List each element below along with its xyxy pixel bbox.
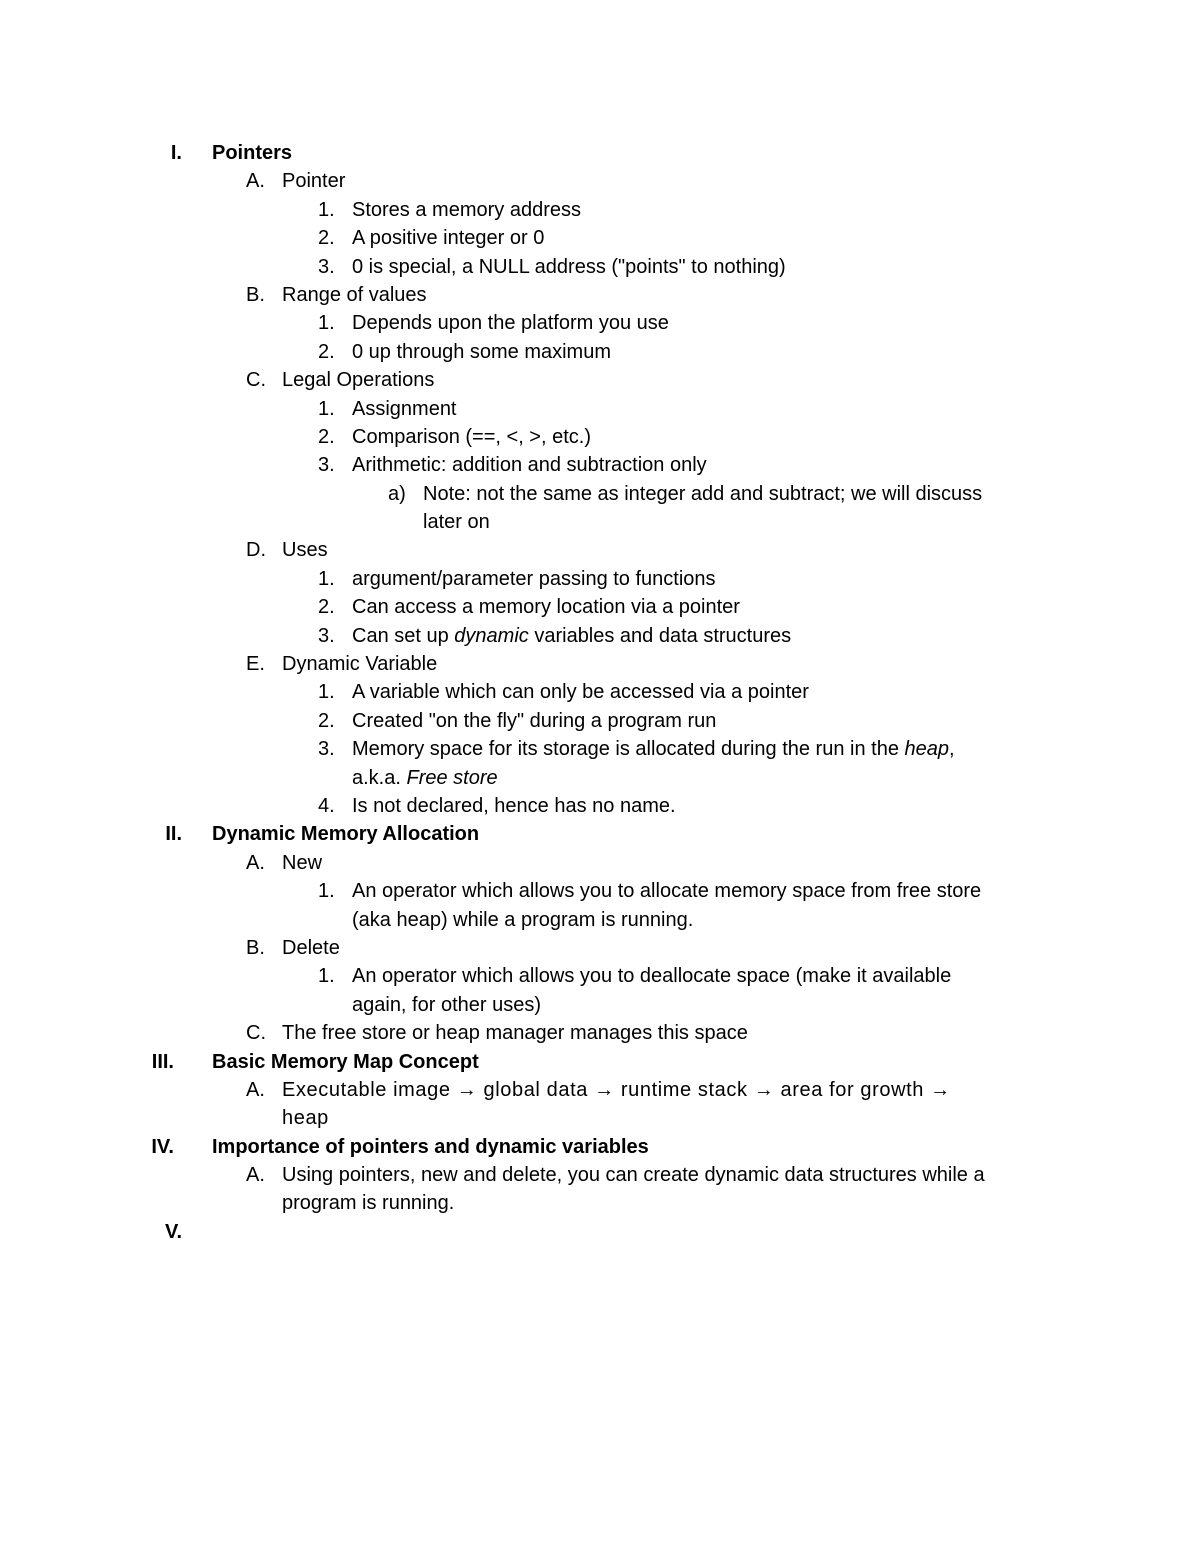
document-page: [0, 139, 1200, 1246]
item-text: A positive integer or 0: [352, 227, 545, 250]
item-text: Comparison (==, <, >, etc.): [352, 425, 591, 448]
section-number: II.: [165, 823, 182, 846]
list-item: [0, 877, 1200, 905]
subsection-heading: [0, 536, 1200, 564]
section-heading: [0, 1218, 1200, 1246]
item-number: 2.: [318, 340, 335, 363]
subsection-continuation: [0, 1104, 1200, 1132]
subsection-letter: C.: [246, 1022, 266, 1045]
subsection-title: Executable image → global data → runtime stack → area for growth →: [282, 1078, 951, 1101]
subsection-heading: [0, 167, 1200, 195]
subsection-letter: C.: [246, 369, 266, 392]
item-text: Arithmetic: addition and subtraction only: [352, 454, 707, 477]
subsection-title: Legal Operations: [282, 369, 435, 392]
subsection-heading: [0, 281, 1200, 309]
subsection-letter: B.: [246, 936, 265, 959]
subsection-heading: [0, 1161, 1200, 1189]
section-number: IV.: [151, 1135, 174, 1158]
item-text: An operator which allows you to allocate memory space from free store: [352, 880, 982, 903]
item-text: Created "on the fly" during a program run: [352, 709, 717, 732]
section-heading: [0, 1133, 1200, 1161]
item-text-pre: a.k.a.: [352, 766, 407, 789]
subsection-heading: [0, 650, 1200, 678]
subsection-title: program is running.: [282, 1192, 455, 1215]
subsection-letter: A.: [246, 1164, 265, 1187]
item-text: Assignment: [352, 397, 457, 420]
item-number: 1.: [318, 198, 335, 221]
item-text: 0 is special, a NULL address ("points" to nothing): [352, 255, 786, 278]
item-number: 1.: [318, 567, 335, 590]
item-text-pre: Memory space for its storage is allocated during the run in the: [352, 738, 905, 761]
list-item: [0, 565, 1200, 593]
item-number: 1.: [318, 880, 335, 903]
item-text: argument/parameter passing to functions: [352, 567, 716, 590]
subsection-letter: E.: [246, 653, 265, 676]
section-title: Dynamic Memory Allocation: [212, 823, 480, 846]
list-item: [0, 792, 1200, 820]
list-item: [0, 678, 1200, 706]
subsection-letter: A.: [246, 851, 265, 874]
subsection-heading: [0, 934, 1200, 962]
item-text: Is not declared, hence has no name.: [352, 794, 676, 817]
subsection-heading: [0, 366, 1200, 394]
list-item-continuation: [0, 764, 1200, 792]
item-text: A variable which can only be accessed via a pointer: [352, 681, 809, 704]
item-text-pre: Can set up: [352, 624, 455, 647]
item-text: Stores a memory address: [352, 198, 581, 221]
list-item: [0, 707, 1200, 735]
section-heading: [0, 139, 1200, 167]
subsection-title: Pointer: [282, 170, 346, 193]
subsection-heading: [0, 849, 1200, 877]
section-title: Basic Memory Map Concept: [212, 1050, 479, 1073]
item-number: 4.: [318, 794, 335, 817]
sub-list-item: [0, 480, 1200, 508]
item-text-post: ,: [949, 738, 955, 761]
list-item: [0, 622, 1200, 650]
subsection-continuation: [0, 1189, 1200, 1217]
item-text: [352, 764, 498, 792]
item-text: [352, 735, 955, 763]
item-number: 2.: [318, 227, 335, 250]
item-number: 3.: [318, 454, 335, 477]
item-text: 0 up through some maximum: [352, 340, 612, 363]
list-item: [0, 395, 1200, 423]
item-number: 3.: [318, 255, 335, 278]
item-number: 3.: [318, 624, 335, 647]
item-text: again, for other uses): [352, 993, 541, 1016]
list-item-continuation: [0, 991, 1200, 1019]
subsection-letter: A.: [246, 170, 265, 193]
subsection-heading: [0, 1019, 1200, 1047]
subsection-title: heap: [282, 1107, 329, 1130]
subsection-title: Dynamic Variable: [282, 653, 438, 676]
list-item: [0, 423, 1200, 451]
item-text: Can access a memory location via a pointer: [352, 596, 740, 619]
item-text: [352, 622, 791, 650]
list-item: [0, 338, 1200, 366]
sub-item-text: Note: not the same as integer add and subtract; we will discuss: [423, 482, 983, 505]
section-heading: [0, 820, 1200, 848]
sub-list-item-continuation: [0, 508, 1200, 536]
item-number: 1.: [318, 681, 335, 704]
section-number: III.: [151, 1050, 174, 1073]
item-text-emphasis: heap: [904, 738, 949, 761]
section-number: I.: [170, 142, 182, 164]
list-item: [0, 253, 1200, 281]
item-number: 3.: [318, 738, 335, 761]
item-text-emphasis: dynamic: [454, 624, 529, 647]
subsection-title: Uses: [282, 539, 328, 562]
subsection-title: New: [282, 851, 323, 874]
subsection-title: The free store or heap manager manages this space: [282, 1022, 748, 1045]
sub-item-letter: a): [388, 482, 406, 505]
item-text-post: variables and data structures: [528, 624, 792, 647]
item-number: 1.: [318, 397, 335, 420]
section-title: Importance of pointers and dynamic variables: [212, 1135, 649, 1158]
item-number: 2.: [318, 425, 335, 448]
item-number: 2.: [318, 596, 335, 619]
list-item: [0, 224, 1200, 252]
section-number: V.: [164, 1220, 182, 1243]
subsection-title: Delete: [282, 936, 340, 959]
item-number: 2.: [318, 709, 335, 732]
section-heading: [0, 1048, 1200, 1076]
section-title: Pointers: [212, 142, 293, 164]
list-item: [0, 451, 1200, 479]
item-number: 1.: [318, 965, 335, 988]
list-item: [0, 196, 1200, 224]
list-item-continuation: [0, 906, 1200, 934]
subsection-letter: A.: [246, 1078, 265, 1101]
item-text-emphasis: Free store: [406, 766, 498, 789]
sub-item-text: later on: [423, 511, 490, 534]
item-text: An operator which allows you to deallocate space (make it available: [352, 965, 952, 988]
subsection-letter: D.: [246, 539, 266, 562]
item-text: (aka heap) while a program is running.: [352, 908, 694, 931]
item-text: Depends upon the platform you use: [352, 312, 669, 335]
list-item: [0, 309, 1200, 337]
item-number: 1.: [318, 312, 335, 335]
subsection-title: Using pointers, new and delete, you can create dynamic data structures while a: [282, 1164, 985, 1187]
list-item: [0, 593, 1200, 621]
list-item: [0, 962, 1200, 990]
subsection-heading: [0, 1076, 1200, 1104]
list-item: [0, 735, 1200, 763]
subsection-title: Range of values: [282, 283, 427, 306]
subsection-letter: B.: [246, 283, 265, 306]
